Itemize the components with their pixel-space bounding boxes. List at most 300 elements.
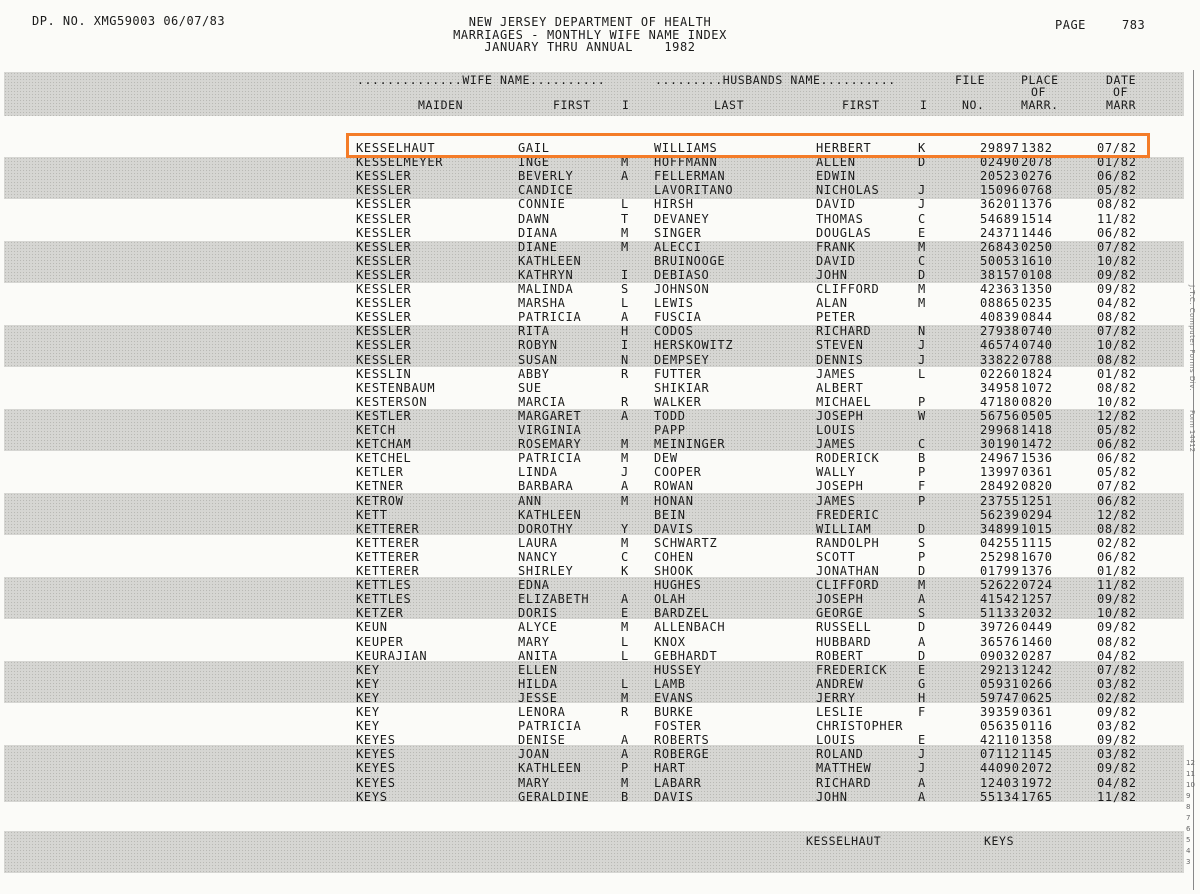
husband-first-name: MICHAEL <box>816 394 872 409</box>
wife-initial: L <box>621 676 629 691</box>
margin-tick-label: 5 <box>1186 836 1191 844</box>
husband-first-name: GEORGE <box>816 606 864 621</box>
place-of-marriage: 2072 <box>1021 761 1053 776</box>
wife-initial: R <box>621 394 629 409</box>
husband-initial: M <box>918 282 926 296</box>
maiden-name: KETTERER <box>356 535 420 550</box>
wife-initial: R <box>621 705 629 719</box>
husband-last-name: WILLIAMS <box>654 141 718 155</box>
husband-last-name: GEBHARDT <box>654 648 718 663</box>
date-of-marriage: 01/82 <box>1097 155 1137 170</box>
maiden-name: KEYES <box>356 733 396 748</box>
place-of-marriage: 0276 <box>1021 169 1053 184</box>
husband-last-name: ALECCI <box>654 239 702 254</box>
file-number: 29897 <box>980 141 1020 155</box>
wife-initial: K <box>621 564 629 578</box>
husband-first-name: RICHARD <box>816 775 872 790</box>
place-of-marriage: 0361 <box>1021 465 1053 480</box>
place-of-marriage: 0505 <box>1021 408 1053 423</box>
wife-first-name: BEVERLY <box>518 169 574 184</box>
maiden-name: KETCHAM <box>356 437 412 452</box>
date-of-marriage: 07/82 <box>1097 662 1137 677</box>
maiden-name: KEYES <box>356 761 396 776</box>
husband-initial: F <box>918 705 926 719</box>
husband-initial: F <box>918 479 926 494</box>
date-of-marriage: 06/82 <box>1097 437 1137 452</box>
wife-first-name: MARCIA <box>518 394 566 409</box>
husband-first-name: CHRISTOPHER <box>816 719 904 734</box>
date-of-marriage: 07/82 <box>1097 479 1137 494</box>
husband-initial: N <box>918 324 926 339</box>
place-of-marriage: 0740 <box>1021 338 1053 353</box>
maiden-name: KEY <box>356 719 380 734</box>
table-row <box>0 592 1200 606</box>
place-of-marriage: 1670 <box>1021 549 1053 564</box>
husband-initial: P <box>918 465 926 480</box>
wife-initial: R <box>621 366 629 381</box>
husband-last-name: PAPP <box>654 423 686 437</box>
husband-initial: J <box>918 338 926 353</box>
husband-initial: J <box>918 352 926 367</box>
file-number: 12403 <box>980 775 1020 790</box>
table-row <box>0 367 1200 381</box>
table-row <box>0 395 1200 409</box>
wife-initial: L <box>621 634 629 649</box>
file-number: 26843 <box>980 239 1020 254</box>
wife-initial: M <box>621 155 629 170</box>
place-of-marriage: 1376 <box>1021 197 1053 212</box>
husband-first-name: WILLIAM <box>816 521 872 536</box>
husband-last-name: FOSTER <box>654 719 702 734</box>
maiden-name: KESSLER <box>356 197 412 212</box>
wife-first-name: KATHLEEN <box>518 761 582 776</box>
margin-tick-label: 11 <box>1186 770 1195 778</box>
wife-first-name: DIANA <box>518 225 558 240</box>
maiden-name: KETTLES <box>356 592 412 607</box>
place-of-marriage: 1610 <box>1021 253 1053 268</box>
husband-initial: M <box>918 578 926 593</box>
place-of-marriage: 0287 <box>1021 648 1053 663</box>
place-of-marriage: 2032 <box>1021 606 1053 621</box>
maiden-name: KESSELMEYER <box>356 155 444 170</box>
margin-tick-label: 8 <box>1186 803 1191 811</box>
wife-first-name: EDNA <box>518 578 550 593</box>
maiden-name: KETZER <box>356 606 404 621</box>
file-number: 51133 <box>980 606 1020 621</box>
date-of-marriage: 06/82 <box>1097 549 1137 564</box>
maiden-name: KESSLER <box>356 338 412 353</box>
date-of-marriage: 09/82 <box>1097 705 1137 719</box>
table-row <box>0 338 1200 352</box>
husband-first-name: DENNIS <box>816 352 864 367</box>
wife-initial: M <box>621 620 629 635</box>
wife-initial: M <box>621 225 629 240</box>
husband-last-name: HIRSH <box>654 197 694 212</box>
table-row <box>0 437 1200 451</box>
page-label: PAGE <box>1055 18 1086 32</box>
husband-last-name: JOHNSON <box>654 282 710 296</box>
husband-last-name: HOFFMANN <box>654 155 718 170</box>
wife-first-name: CANDICE <box>518 183 574 198</box>
husband-last-name: FUSCIA <box>654 310 702 325</box>
maiden-name: KESSLER <box>356 169 412 184</box>
place-of-marriage: 1824 <box>1021 366 1053 381</box>
wife-initial: A <box>621 169 629 184</box>
husband-last-name: LAVORITANO <box>654 183 734 198</box>
husband-initial: C <box>918 211 926 226</box>
husband-initial: D <box>918 521 926 536</box>
date-of-marriage: 08/82 <box>1097 352 1137 367</box>
husband-last-name: LABARR <box>654 775 702 790</box>
maiden-name: KESSLER <box>356 239 412 254</box>
wife-initial: A <box>621 310 629 325</box>
date-of-marriage: 08/82 <box>1097 310 1137 325</box>
maiden-name: KESTENBAUM <box>356 380 436 395</box>
table-row <box>0 183 1200 197</box>
file-number: 44090 <box>980 761 1020 776</box>
husband-first-name: ALLEN <box>816 155 856 170</box>
file-number: 30190 <box>980 437 1020 452</box>
husband-last-name: SINGER <box>654 225 702 240</box>
table-row <box>0 409 1200 423</box>
husband-last-name: DAVIS <box>654 521 694 536</box>
wife-first-name: DORIS <box>518 606 558 621</box>
file-number: 15096 <box>980 183 1020 198</box>
husband-name-group-header: .........HUSBANDS NAME.......... <box>655 73 896 87</box>
col-initial: I <box>622 98 630 112</box>
wife-first-name: PATRICIA <box>518 719 582 734</box>
husband-last-name: SHOOK <box>654 564 694 578</box>
wife-first-name: ANITA <box>518 648 558 663</box>
wife-first-name: BARBARA <box>518 479 574 494</box>
col-maiden: MAIDEN <box>418 98 464 112</box>
file-number: 47180 <box>980 394 1020 409</box>
maiden-name: KEY <box>356 690 380 705</box>
husband-first-name: HUBBARD <box>816 634 872 649</box>
maiden-name: KESSLER <box>356 296 412 311</box>
col-husband-initial: I <box>920 98 928 112</box>
wife-initial: M <box>621 239 629 254</box>
date-of-marriage: 07/82 <box>1097 141 1137 155</box>
wife-first-name: LINDA <box>518 465 558 480</box>
maiden-name: KESTLER <box>356 408 412 423</box>
file-number: 55134 <box>980 789 1020 804</box>
husband-initial: C <box>918 253 926 268</box>
husband-initial: P <box>918 549 926 564</box>
margin-tick-labels <box>1186 758 1195 868</box>
wife-first-name: RITA <box>518 324 550 339</box>
wife-first-name: DOROTHY <box>518 521 574 536</box>
table-row <box>0 790 1200 804</box>
file-number: 01799 <box>980 564 1020 578</box>
maiden-name: KETROW <box>356 493 404 508</box>
place-of-marriage: 1251 <box>1021 493 1053 508</box>
husband-last-name: BRUINOOGE <box>654 253 726 268</box>
maiden-name: KEURAJIAN <box>356 648 428 663</box>
husband-last-name: LEWIS <box>654 296 694 311</box>
table-row <box>0 268 1200 282</box>
file-number: 07112 <box>980 747 1020 762</box>
file-number: 25298 <box>980 549 1020 564</box>
maiden-name: KETNER <box>356 479 404 494</box>
wife-first-name: INGE <box>518 155 550 170</box>
date-of-marriage: 06/82 <box>1097 225 1137 240</box>
file-number: 09032 <box>980 648 1020 663</box>
table-row <box>0 691 1200 705</box>
place-of-marriage: 1536 <box>1021 451 1053 466</box>
date-of-marriage: 04/82 <box>1097 296 1137 311</box>
husband-last-name: DEVANEY <box>654 211 710 226</box>
maiden-name: KETLER <box>356 465 404 480</box>
wife-first-name: HILDA <box>518 676 558 691</box>
wife-initial: L <box>621 296 629 311</box>
wife-initial: Y <box>621 521 629 536</box>
table-row <box>0 635 1200 649</box>
maiden-name: KESSLER <box>356 267 412 282</box>
husband-first-name: ANDREW <box>816 676 864 691</box>
husband-last-name: DEW <box>654 451 678 466</box>
wife-first-name: SHIRLEY <box>518 564 574 578</box>
place-of-marriage: 0449 <box>1021 620 1053 635</box>
file-number: 36576 <box>980 634 1020 649</box>
wife-first-name: MARY <box>518 775 550 790</box>
husband-first-name: RANDOLPH <box>816 535 880 550</box>
col-date-3: MARR <box>1106 98 1137 112</box>
file-number: 46574 <box>980 338 1020 353</box>
husband-first-name: ALBERT <box>816 380 864 395</box>
report-id: DP. NO. XMG59003 06/07/83 <box>32 14 226 28</box>
table-row <box>0 310 1200 324</box>
husband-first-name: PETER <box>816 310 856 325</box>
maiden-name: KETTERER <box>356 564 420 578</box>
husband-last-name: LAMB <box>654 676 686 691</box>
table-row <box>0 169 1200 183</box>
date-of-marriage: 11/82 <box>1097 789 1137 804</box>
date-of-marriage: 06/82 <box>1097 451 1137 466</box>
place-of-marriage: 0361 <box>1021 705 1053 719</box>
husband-last-name: TODD <box>654 408 686 423</box>
wife-first-name: PATRICIA <box>518 451 582 466</box>
table-row <box>0 564 1200 578</box>
husband-first-name: JOSEPH <box>816 408 864 423</box>
date-of-marriage: 09/82 <box>1097 733 1137 748</box>
file-number: 28492 <box>980 479 1020 494</box>
date-of-marriage: 11/82 <box>1097 211 1137 226</box>
husband-last-name: DEMPSEY <box>654 352 710 367</box>
husband-first-name: SCOTT <box>816 549 856 564</box>
date-of-marriage: 05/82 <box>1097 423 1137 437</box>
file-number: 33822 <box>980 352 1020 367</box>
place-of-marriage: 1358 <box>1021 733 1053 748</box>
date-of-marriage: 04/82 <box>1097 648 1137 663</box>
husband-first-name: LESLIE <box>816 705 864 719</box>
husband-first-name: CLIFFORD <box>816 578 880 593</box>
wife-first-name: SUSAN <box>518 352 558 367</box>
husband-initial: A <box>918 634 926 649</box>
table-row <box>0 776 1200 790</box>
wife-first-name: ROSEMARY <box>518 437 582 452</box>
husband-first-name: RICHARD <box>816 324 872 339</box>
margin-tick-label: 6 <box>1186 825 1191 833</box>
place-of-marriage: 1072 <box>1021 380 1053 395</box>
maiden-name: KESSELHAUT <box>356 141 436 155</box>
file-number: 13997 <box>980 465 1020 480</box>
date-of-marriage: 02/82 <box>1097 535 1137 550</box>
place-of-marriage: 1972 <box>1021 775 1053 790</box>
wife-initial: J <box>621 465 629 480</box>
husband-initial: E <box>918 225 926 240</box>
wife-first-name: JESSE <box>518 690 558 705</box>
husband-first-name: JOHN <box>816 267 848 282</box>
table-row <box>0 761 1200 775</box>
table-row <box>0 606 1200 620</box>
date-of-marriage: 09/82 <box>1097 592 1137 607</box>
table-row <box>0 197 1200 211</box>
wife-first-name: MARSHA <box>518 296 566 311</box>
highlighted-record-box <box>346 133 1150 158</box>
place-of-marriage: 0108 <box>1021 267 1053 282</box>
date-of-marriage: 12/82 <box>1097 507 1137 522</box>
col-place-2: OF <box>1031 85 1047 99</box>
table-row <box>0 353 1200 367</box>
wife-initial: M <box>621 437 629 452</box>
husband-initial: J <box>918 747 926 762</box>
col-date-2: OF <box>1113 85 1129 99</box>
husband-first-name: NICHOLAS <box>816 183 880 198</box>
file-number: 02260 <box>980 366 1020 381</box>
maiden-name: KETTLES <box>356 578 412 593</box>
date-of-marriage: 10/82 <box>1097 338 1137 353</box>
husband-first-name: JOSEPH <box>816 592 864 607</box>
place-of-marriage: 1460 <box>1021 634 1053 649</box>
date-of-marriage: 05/82 <box>1097 465 1137 480</box>
maiden-name: KEYES <box>356 747 396 762</box>
file-number: 34958 <box>980 380 1020 395</box>
husband-first-name: WALLY <box>816 465 856 480</box>
wife-initial: P <box>621 761 629 776</box>
maiden-name: KESSLIN <box>356 366 412 381</box>
husband-first-name: JAMES <box>816 366 856 381</box>
husband-initial: G <box>918 676 926 691</box>
husband-first-name: DAVID <box>816 197 856 212</box>
date-of-marriage: 09/82 <box>1097 620 1137 635</box>
maiden-name: KESSLER <box>356 225 412 240</box>
date-of-marriage: 06/82 <box>1097 493 1137 508</box>
husband-last-name: SHIKIAR <box>654 380 710 395</box>
title-line-1: NEW JERSEY DEPARTMENT OF HEALTH <box>468 15 712 29</box>
table-row <box>0 423 1200 437</box>
place-of-marriage: 1015 <box>1021 521 1053 536</box>
date-of-marriage: 09/82 <box>1097 282 1137 296</box>
place-of-marriage: 1418 <box>1021 423 1053 437</box>
table-row <box>0 240 1200 254</box>
husband-initial: M <box>918 296 926 311</box>
col-husband-first: FIRST <box>842 98 880 112</box>
husband-first-name: CLIFFORD <box>816 282 880 296</box>
file-number: 29213 <box>980 662 1020 677</box>
margin-tick-label: 3 <box>1186 858 1191 866</box>
husband-first-name: JAMES <box>816 493 856 508</box>
file-number: 54689 <box>980 211 1020 226</box>
place-of-marriage: 1115 <box>1021 535 1053 550</box>
place-of-marriage: 1765 <box>1021 789 1053 804</box>
date-of-marriage: 08/82 <box>1097 197 1137 212</box>
file-number: 08865 <box>980 296 1020 311</box>
husband-initial: D <box>918 564 926 578</box>
husband-initial: L <box>918 366 926 381</box>
wife-first-name: MARGARET <box>518 408 582 423</box>
husband-initial: A <box>918 775 926 790</box>
husband-last-name: BURKE <box>654 705 694 719</box>
wife-first-name: DAWN <box>518 211 550 226</box>
file-number: 20523 <box>980 169 1020 184</box>
date-of-marriage: 07/82 <box>1097 239 1137 254</box>
wife-initial: B <box>621 789 629 804</box>
table-row <box>0 747 1200 761</box>
table-row <box>0 494 1200 508</box>
file-number: 29968 <box>980 423 1020 437</box>
husband-first-name: DAVID <box>816 253 856 268</box>
husband-first-name: LOUIS <box>816 423 856 437</box>
husband-last-name: KNOX <box>654 634 686 649</box>
maiden-name: KESSLER <box>356 310 412 325</box>
file-number: 50053 <box>980 253 1020 268</box>
page-number: 783 <box>1122 18 1146 32</box>
husband-last-name: HART <box>654 761 686 776</box>
date-of-marriage: 03/82 <box>1097 676 1137 691</box>
table-row <box>0 719 1200 733</box>
wife-initial: M <box>621 451 629 466</box>
husband-first-name: ALAN <box>816 296 848 311</box>
date-of-marriage: 11/82 <box>1097 578 1137 593</box>
maiden-name: KETT <box>356 507 388 522</box>
footer-range-end: KEYS <box>984 834 1015 848</box>
place-of-marriage: 1257 <box>1021 592 1053 607</box>
table-row <box>0 733 1200 747</box>
husband-last-name: CODOS <box>654 324 694 339</box>
file-number: 42363 <box>980 282 1020 296</box>
husband-first-name: STEVEN <box>816 338 864 353</box>
table-row <box>0 324 1200 338</box>
wife-initial: A <box>621 592 629 607</box>
margin-tick-label: 9 <box>1186 792 1191 800</box>
col-file-2: NO. <box>962 98 985 112</box>
husband-first-name: RUSSELL <box>816 620 872 635</box>
place-of-marriage: 1145 <box>1021 747 1053 762</box>
place-of-marriage: 2078 <box>1021 155 1053 170</box>
husband-first-name: EDWIN <box>816 169 856 184</box>
husband-first-name: JOHN <box>816 789 848 804</box>
report-title <box>330 16 850 54</box>
date-of-marriage: 08/82 <box>1097 634 1137 649</box>
wife-initial: C <box>621 549 629 564</box>
maiden-name: KESSLER <box>356 211 412 226</box>
wife-initial: A <box>621 733 629 748</box>
maiden-name: KESSLER <box>356 183 412 198</box>
husband-last-name: FELLERMAN <box>654 169 726 184</box>
maiden-name: KESSLER <box>356 282 412 296</box>
husband-initial: E <box>918 733 926 748</box>
file-number: 56239 <box>980 507 1020 522</box>
wife-first-name: VIRGINIA <box>518 423 582 437</box>
maiden-name: KETTERER <box>356 521 420 536</box>
husband-last-name: FUTTER <box>654 366 702 381</box>
file-number: 39359 <box>980 705 1020 719</box>
col-place-1: PLACE <box>1021 73 1059 87</box>
date-of-marriage: 09/82 <box>1097 761 1137 776</box>
margin-tick-label: 7 <box>1186 814 1191 822</box>
wife-initial: T <box>621 211 629 226</box>
